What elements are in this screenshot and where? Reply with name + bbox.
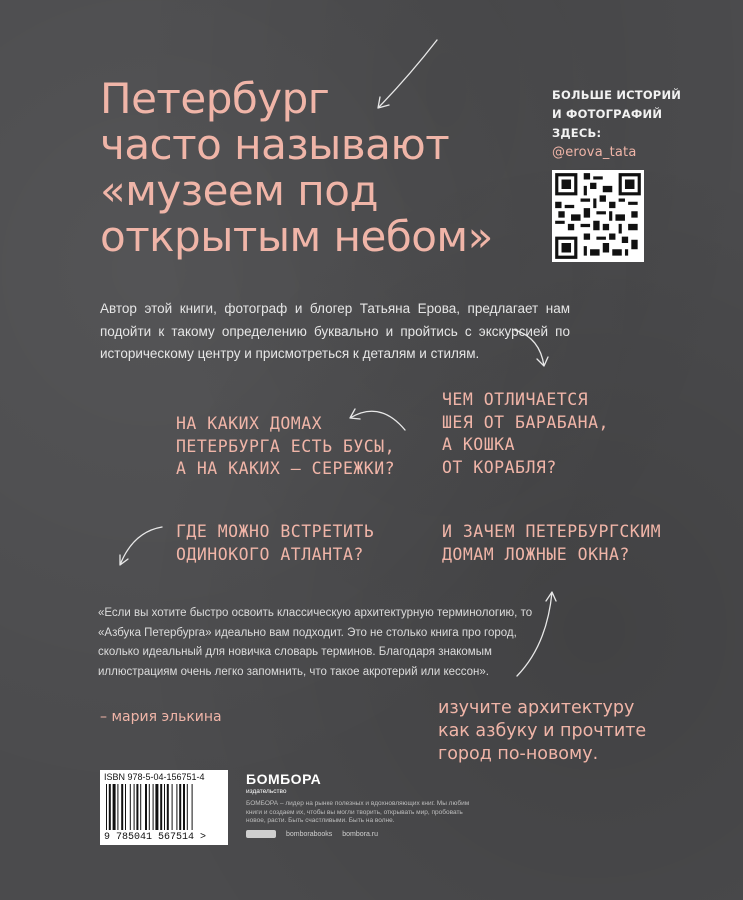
isbn-barcode (100, 770, 228, 845)
barcode-bar (113, 784, 116, 830)
call-line-2: как азбуку и прочтите (438, 721, 647, 741)
headline-line-2: часто называют (100, 120, 450, 169)
barcode-bar (160, 784, 162, 830)
question-2-line: ЧЕМ ОТЛИЧАЕТСЯ (442, 390, 589, 409)
question-1-line: НА КАКИХ ДОМАХ (176, 414, 323, 433)
review-quote: «Если вы хотите быстро освоить классическую архитектурную терминологию, то «Азбука Петербурга» идеально вам подходит. Это не столько книга про город, сколько идеальный для новичка словарь терминов. Благодаря знакомым иллюстрациям очень легко запомнить, что такое акротерий или кессон». (98, 607, 533, 678)
barcode-bar (179, 784, 181, 830)
question-3 (176, 521, 374, 566)
barcode-digits: 9 785041 567514 > (104, 832, 207, 843)
barcode-bar (145, 784, 147, 830)
call-line-1: изучите архитектуру (438, 698, 635, 718)
barcode-bar (134, 784, 135, 830)
question-2-line: ОТ КОРАБЛЯ? (442, 457, 557, 477)
publisher-social-link[interactable]: bomborabooks (285, 830, 333, 838)
barcode-bar (149, 784, 150, 830)
more-line-1: БОЛЬШЕ ИСТОРИЙ (552, 88, 682, 102)
social-icons[interactable] (246, 830, 276, 838)
headline-line-3: «музеем под (100, 166, 378, 215)
arrow-q3 (120, 527, 162, 565)
more-stories-block (552, 86, 681, 162)
barcode-bars (104, 784, 224, 830)
question-1-line: А НА КАКИХ – СЕРЕЖКИ? (176, 459, 396, 478)
headline (100, 76, 520, 260)
question-1-line: ПЕТЕРБУРГА ЕСТЬ БУСЫ, (176, 436, 396, 456)
question-2-line: ШЕЯ ОТ БАРАБАНА, (442, 412, 609, 432)
barcode-bar (172, 784, 173, 830)
barcode-bar (187, 784, 188, 830)
publisher-logo: БОМБОРА (246, 771, 322, 787)
call-line-3: город по-новому. (438, 744, 599, 764)
question-4 (442, 521, 661, 566)
barcode-bar (125, 784, 126, 830)
question-4-line: И ЗАЧЕМ ПЕТЕРБУРГСКИМ (442, 522, 662, 541)
more-line-3: ЗДЕСЬ: (552, 126, 602, 140)
barcode-bar (192, 784, 193, 830)
question-1 (176, 413, 395, 481)
instagram-handle[interactable]: @erova_tata (552, 145, 637, 160)
publisher-description: БОМБОРА – лидер на рынке полезных и вдохновляющих книг. Мы любим книги и создаем их, чтобы вы могли творить, открывать мир, пробовать новое, расти. Быть счастливыми. Быть на волне. (246, 800, 470, 824)
barcode-bar (155, 784, 158, 830)
more-line-2: И ФОТОГРАФИЙ (552, 107, 663, 121)
barcode-bar (117, 784, 118, 830)
barcode-bar (106, 784, 107, 830)
publisher-links (246, 830, 386, 838)
publisher-website-link[interactable]: bombora.ru (342, 830, 379, 838)
review-author: – мария элькина (100, 709, 222, 725)
barcode-bar (176, 784, 177, 830)
barcode-bar (109, 784, 111, 830)
barcode-bar (164, 784, 165, 830)
question-2 (442, 389, 609, 479)
barcode-bar (183, 784, 185, 830)
question-4-line: ДОМАМ ЛОЖНЫЕ ОКНА? (442, 544, 630, 564)
barcode-bar (167, 784, 169, 830)
headline-line-4: открытым небом» (100, 212, 493, 261)
publisher-subtitle: издательство (246, 788, 287, 795)
barcode-bar (130, 784, 131, 830)
question-3-line: ГДЕ МОЖНО ВСТРЕТИТЬ (176, 522, 375, 541)
intro-paragraph: Автор этой книги, фотограф и блогер Татьяна Ерова, предлагает нам подойти к такому определению буквально и пройтись с экскурсией по историческому центру и присмотреться к деталям и стилям. (100, 301, 570, 361)
barcode-bar (121, 784, 123, 830)
call-to-action (438, 697, 646, 766)
barcode-bar (153, 784, 154, 830)
question-2-line: А КОШКА (442, 435, 516, 454)
headline-line-1: Петербург (100, 74, 330, 123)
isbn-number: ISBN 978-5-04-156751-4 (104, 772, 205, 782)
question-3-line: ОДИНОКОГО АТЛАНТА? (176, 544, 364, 564)
barcode-bar (140, 784, 141, 830)
qr-code[interactable] (552, 170, 644, 262)
barcode-bar (136, 784, 138, 830)
